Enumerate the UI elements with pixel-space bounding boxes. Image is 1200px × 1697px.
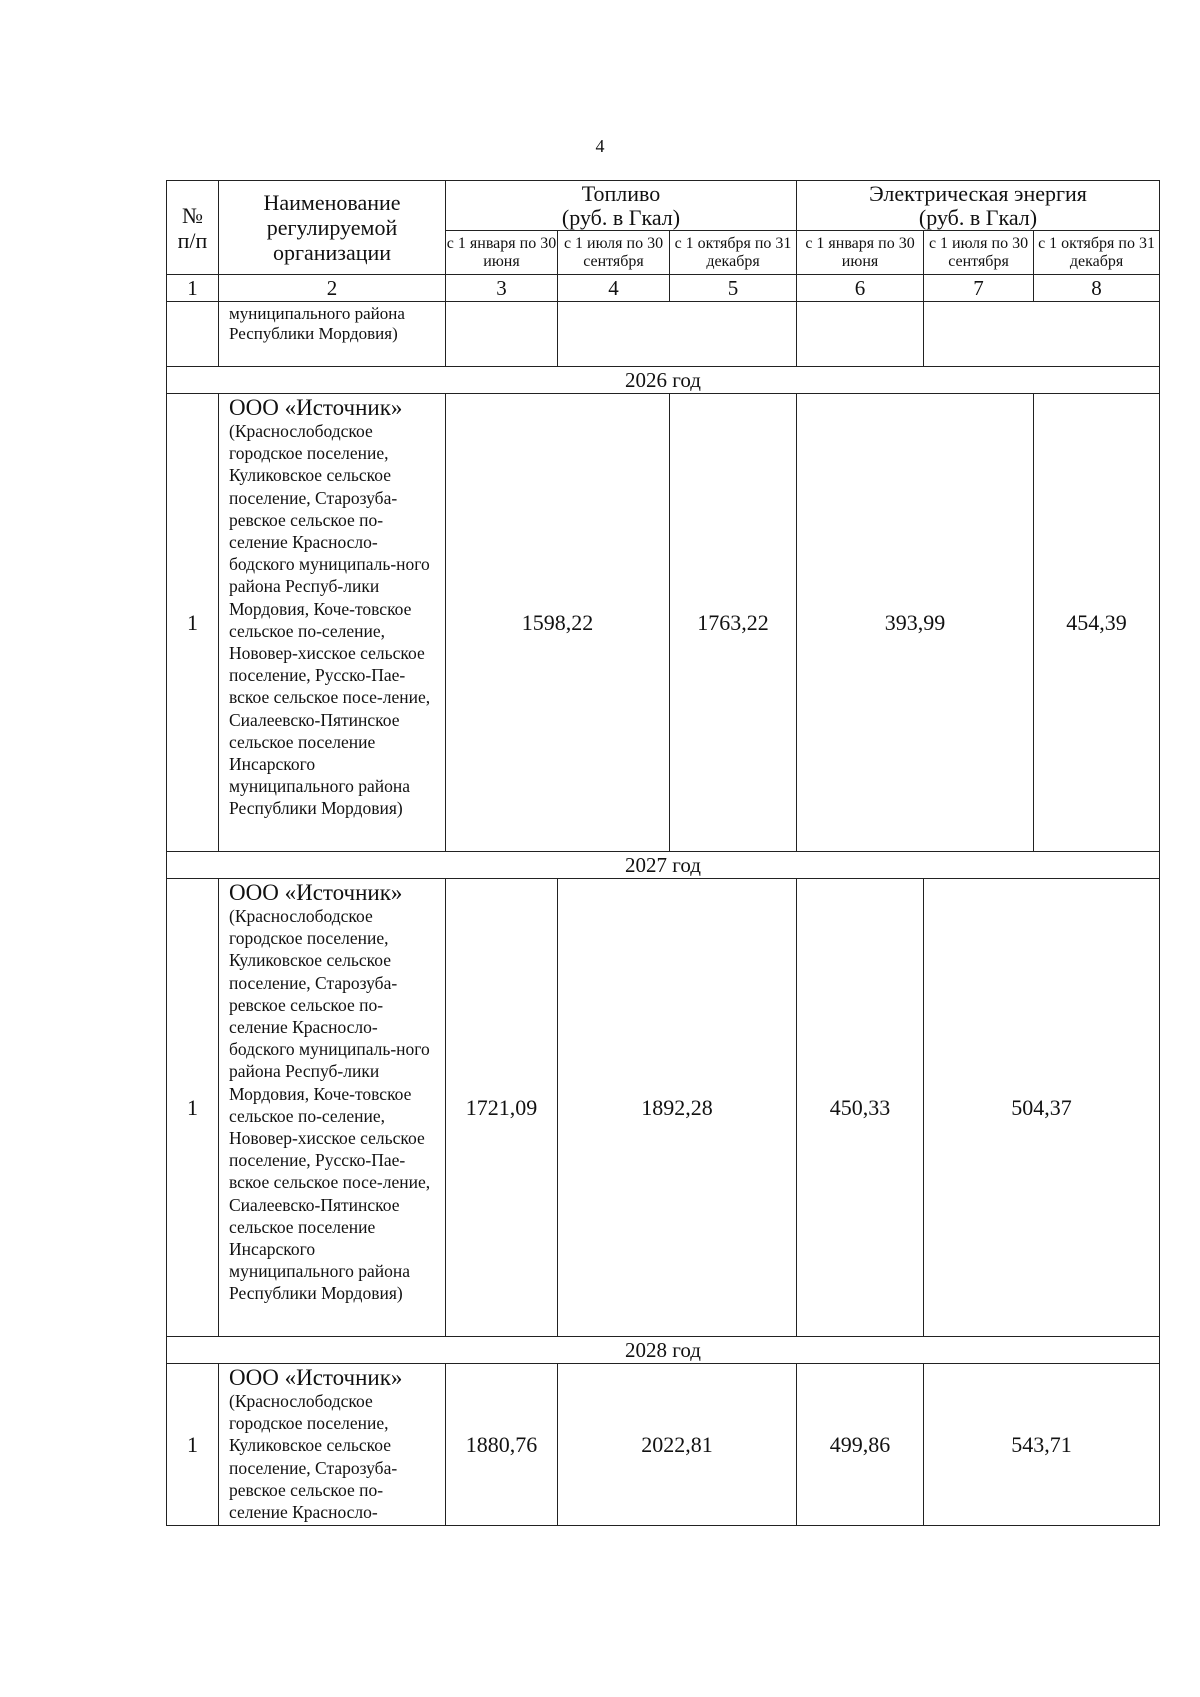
- el-jul-dec-2028: 543,71: [924, 1364, 1160, 1526]
- header-electricity: Электрическая энергия (руб. в Гкал): [797, 181, 1160, 231]
- row-index: 1: [167, 394, 219, 852]
- org-territory: (Краснослободское городское поселение, Куликовское сельское поселение, Старозуба-ревское сельское по-селение Краснослo-бодского муниципаль-ного района Респуб-лики Мордовия, Коче-товское сельское по-селение, Нововер-хисское сельское поселение, Русско-Пае-вское сельское посе-ление, Сиалеевско-Пятинское сельское поселение Инсарского муниципального района Республики Мордовия): [229, 421, 431, 819]
- page-number: 4: [595, 136, 605, 156]
- el-oct-dec-2026: 454,39: [1034, 394, 1160, 852]
- org-title: ООО «Источник»: [229, 1365, 403, 1390]
- column-number: 3: [446, 275, 558, 302]
- column-number: 5: [670, 275, 797, 302]
- org-name-2026: [219, 394, 446, 852]
- header-el-period-q3: с 1 июля по 30 сентября: [924, 231, 1034, 275]
- tariff-table: [166, 180, 1160, 1526]
- year-label-2028: 2028 год: [167, 1337, 1160, 1364]
- empty-cell: [446, 302, 558, 367]
- org-territory: (Краснослободское городское поселение, Куликовское сельское поселение, Старозуба-ревское сельское по-селение Краснослo-бодского муниципаль-ного района Респуб-лики Мордовия, Коче-товское сельское по-селение, Нововер-хисское сельское поселение, Русско-Пае-вское сельское посе-ление, Сиалеевско-Пятинское сельское поселение Инсарского муниципального района Республики Мордовия): [229, 906, 431, 1304]
- continued-org-name: муниципального района Республики Мордовия): [219, 302, 446, 367]
- column-number: 8: [1034, 275, 1160, 302]
- year-row: [167, 852, 1160, 879]
- year-label-2027: 2027 год: [167, 852, 1160, 879]
- org-name-2028: [219, 1364, 446, 1526]
- table-row: [167, 1364, 1160, 1526]
- column-number: 6: [797, 275, 924, 302]
- header-fuel-period-q4: с 1 октября по 31 декабря: [670, 231, 797, 275]
- el-jul-dec-2027: 504,37: [924, 879, 1160, 1337]
- header-col-no: № п/п: [167, 181, 219, 275]
- header-el-period-h1: с 1 января по 30 июня: [797, 231, 924, 275]
- empty-cell: [558, 302, 797, 367]
- row-index: 1: [167, 1364, 219, 1526]
- fuel-oct-dec-2026: 1763,22: [670, 394, 797, 852]
- empty-cell: [797, 302, 924, 367]
- column-number: 2: [219, 275, 446, 302]
- org-title: ООО «Источник»: [229, 880, 403, 905]
- column-number: 1: [167, 275, 219, 302]
- column-number: 7: [924, 275, 1034, 302]
- table-row: [167, 879, 1160, 1337]
- header-fuel-period-h1: с 1 января по 30 июня: [446, 231, 558, 275]
- header-fuel-period-q3: с 1 июля по 30 сентября: [558, 231, 670, 275]
- org-title: ООО «Источник»: [229, 395, 403, 420]
- org-territory: (Краснослободское городское поселение, Куликовское сельское поселение, Старозуба-ревское сельское по-селение Краснослo-: [229, 1391, 398, 1523]
- header-el-period-q4: с 1 октября по 31 декабря: [1034, 231, 1160, 275]
- empty-cell: [924, 302, 1160, 367]
- header-fuel: Топливо (руб. в Гкал): [446, 181, 797, 231]
- column-number: 4: [558, 275, 670, 302]
- el-jan-jun-2028: 499,86: [797, 1364, 924, 1526]
- year-row: [167, 1337, 1160, 1364]
- fuel-jan-jun-2028: 1880,76: [446, 1364, 558, 1526]
- year-label-2026: 2026 год: [167, 367, 1160, 394]
- fuel-jan-jun-2027: 1721,09: [446, 879, 558, 1337]
- el-jan-sep-2026: 393,99: [797, 394, 1034, 852]
- fuel-jul-dec-2028: 2022,81: [558, 1364, 797, 1526]
- org-name-2027: [219, 879, 446, 1337]
- el-jan-jun-2027: 450,33: [797, 879, 924, 1337]
- row-index: 1: [167, 879, 219, 1337]
- year-row: [167, 367, 1160, 394]
- continued-index-cell: [167, 302, 219, 367]
- table-row: [167, 394, 1160, 852]
- header-col-name: Наименование регулируемой организации: [219, 181, 446, 275]
- table-row: [167, 302, 1160, 367]
- fuel-jan-sep-2026: 1598,22: [446, 394, 670, 852]
- fuel-jul-dec-2027: 1892,28: [558, 879, 797, 1337]
